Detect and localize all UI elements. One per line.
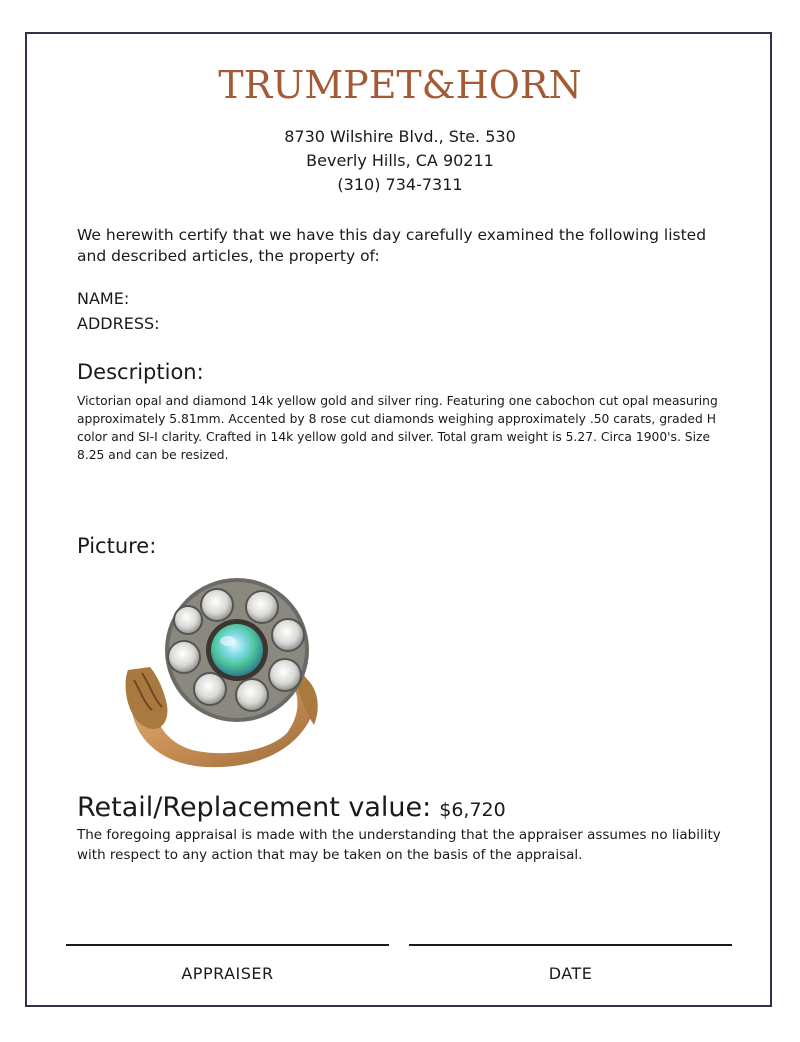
valuation-label: Retail/Replacement value:	[77, 792, 432, 823]
description-text: Victorian opal and diamond 14k yellow gold and silver ring. Featuring one cabochon cut opal measuring approximately 5.81mm. Accented by 8 rose cut diamonds weighing approximately .50 carats, graded H color and SI-I clarity. Crafted in 14k yellow gold and silver. Total gram weight is 5.27. Circa 1900's. Size 8.25 and can be resized.	[77, 394, 718, 462]
certification-statement: We herewith certify that we have this day carefully examined the following listed and described articles, the property of:	[77, 226, 707, 265]
date-signature-line	[409, 944, 732, 946]
appraiser-label: APPRAISER	[181, 964, 274, 983]
appraiser-signature-line	[66, 944, 389, 946]
picture-heading: Picture:	[77, 534, 157, 558]
brand-logo: TRUMPET&HORN	[218, 63, 582, 107]
address-line-2: Beverly Hills, CA 90211	[306, 151, 494, 170]
description-heading: Description:	[77, 360, 204, 384]
store-address	[0, 125, 800, 197]
valuation-amount: $6,720	[439, 799, 506, 821]
address-label: ADDRESS:	[77, 314, 160, 333]
ring-photo	[122, 575, 332, 775]
valuation-row	[77, 792, 506, 824]
disclaimer-text: The foregoing appraisal is made with the understanding that the appraiser assumes no liability with respect to any action that may be taken on the basis of the appraisal.	[77, 827, 721, 863]
phone-number: (310) 734-7311	[337, 175, 463, 194]
date-label: DATE	[548, 964, 593, 983]
address-line-1: 8730 Wilshire Blvd., Ste. 530	[284, 127, 516, 146]
name-label: NAME:	[77, 289, 130, 308]
